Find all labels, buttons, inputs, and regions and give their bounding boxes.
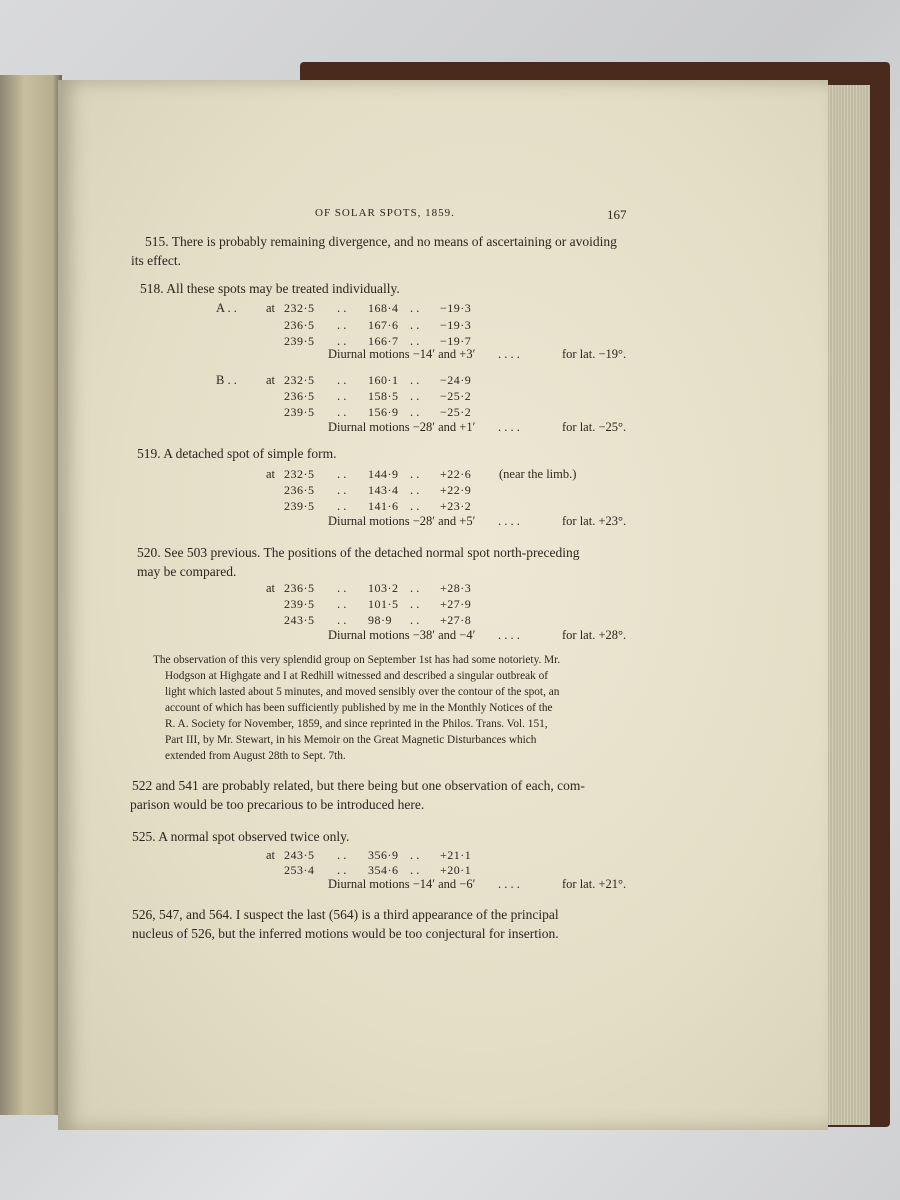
date-value: 243·5 (284, 613, 315, 627)
row-label: A . . (216, 301, 237, 315)
leader-dots: . . (337, 483, 347, 497)
observation-row (0, 318, 900, 334)
leader-dots: . . (410, 373, 420, 387)
latitude-value: +28·3 (440, 581, 472, 595)
longitude-value: 168·4 (368, 301, 399, 315)
diurnal-motions-row (0, 514, 900, 530)
leader-dots: . . (410, 318, 420, 332)
para-519: 519. A detached spot of simple form. (137, 446, 337, 461)
latitude-value: +22·9 (440, 483, 472, 497)
para-522-line1: 522 and 541 are probably related, but there being but one observation of each, com- (132, 778, 585, 793)
para-518: 518. All these spots may be treated individually. (140, 281, 400, 296)
longitude-value: 160·1 (368, 373, 399, 387)
note-line: The observation of this very splendid group on September 1st has had some notoriety. Mr. (153, 654, 561, 666)
date-value: 243·5 (284, 848, 315, 862)
latitude-value: +22·6 (440, 467, 472, 481)
at-label: at (266, 581, 276, 595)
for-latitude: for lat. +23°. (562, 514, 627, 528)
leader-dots: . . (410, 405, 420, 419)
para-515-line2: its effect. (131, 253, 181, 268)
footnote-observation (153, 652, 634, 764)
leader-dots: . . (337, 863, 347, 877)
date-value: 236·5 (284, 389, 315, 403)
longitude-value: 167·6 (368, 318, 399, 332)
date-value: 232·5 (284, 301, 315, 315)
latitude-value: −19·7 (440, 334, 472, 348)
note-line: extended from August 28th to Sept. 7th. (165, 750, 346, 762)
leader-dots: . . . . (498, 420, 520, 434)
diurnal-motions-row (0, 877, 900, 893)
note-line: account of which has been sufficiently published by me in the Monthly Notices of the (165, 702, 553, 714)
latitude-value: −19·3 (440, 318, 472, 332)
leader-dots: . . . . (498, 877, 520, 891)
leader-dots: . . (410, 499, 420, 513)
longitude-value: 156·9 (368, 405, 399, 419)
longitude-value: 166·7 (368, 334, 399, 348)
leader-dots: . . (410, 467, 420, 481)
diurnal-motions: Diurnal motions −14′ and −6′ (328, 877, 476, 891)
date-value: 239·5 (284, 499, 315, 513)
para-526-line1: 526, 547, and 564. I suspect the last (564) is a third appearance of the principal (132, 907, 559, 922)
leader-dots: . . (410, 301, 420, 315)
leader-dots: . . (337, 405, 347, 419)
diurnal-motions: Diurnal motions −28′ and +1′ (328, 420, 476, 434)
for-latitude: for lat. −19°. (562, 347, 627, 361)
para-526-line2: nucleus of 526, but the inferred motions would be too conjectural for insertion. (132, 926, 559, 941)
leader-dots: . . . . (498, 347, 520, 361)
remark-text: (near the limb.) (499, 467, 577, 481)
leader-dots: . . . . (498, 514, 520, 528)
longitude-value: 101·5 (368, 597, 399, 611)
leader-dots: . . (337, 499, 347, 513)
longitude-value: 103·2 (368, 581, 399, 595)
diurnal-motions: Diurnal motions −38′ and −4′ (328, 628, 476, 642)
row-label: B . . (216, 373, 237, 387)
para-520-line1: 520. See 503 previous. The positions of the detached normal spot north-preceding (137, 545, 580, 560)
leader-dots: . . (337, 581, 347, 595)
note-line: Hodgson at Highgate and I at Redhill witnessed and described a singular outbreak of (165, 670, 549, 682)
at-label: at (266, 848, 276, 862)
date-value: 232·5 (284, 373, 315, 387)
date-value: 239·5 (284, 405, 315, 419)
latitude-value: −19·3 (440, 301, 472, 315)
at-label: at (266, 373, 276, 387)
observation-row (0, 389, 900, 405)
leader-dots: . . (337, 318, 347, 332)
leader-dots: . . (337, 301, 347, 315)
leader-dots: . . (410, 597, 420, 611)
latitude-value: +27·9 (440, 597, 472, 611)
leader-dots: . . . . (498, 628, 520, 642)
longitude-value: 98·9 (368, 613, 392, 627)
diurnal-motions-row (0, 420, 900, 436)
observation-row (0, 848, 900, 864)
observation-row (0, 597, 900, 613)
para-525: 525. A normal spot observed twice only. (132, 829, 350, 844)
note-line: R. A. Society for November, 1859, and since reprinted in the Philos. Trans. Vol. 151, (165, 718, 548, 730)
observation-row (0, 405, 900, 421)
running-title: OF SOLAR SPOTS, 1859. (315, 207, 455, 219)
latitude-value: −25·2 (440, 405, 472, 419)
para-522-line2: parison would be too precarious to be introduced here. (130, 797, 425, 812)
latitude-value: +27·8 (440, 613, 472, 627)
at-label: at (266, 467, 276, 481)
latitude-value: +21·1 (440, 848, 472, 862)
observation-row (0, 499, 900, 515)
for-latitude: for lat. +21°. (562, 877, 627, 891)
leader-dots: . . (337, 848, 347, 862)
for-latitude: for lat. −25°. (562, 420, 627, 434)
leader-dots: . . (337, 467, 347, 481)
observation-row (0, 613, 900, 629)
observation-row (0, 373, 900, 389)
date-value: 239·5 (284, 334, 315, 348)
diurnal-motions: Diurnal motions −28′ and +5′ (328, 514, 476, 528)
leader-dots: . . (337, 597, 347, 611)
leader-dots: . . (410, 483, 420, 497)
leader-dots: . . (410, 389, 420, 403)
para-515-line1: 515. There is probably remaining divergence, and no means of ascertaining or avoiding (145, 234, 617, 249)
longitude-value: 356·9 (368, 848, 399, 862)
page-number: 167 (607, 207, 627, 222)
leader-dots: . . (410, 613, 420, 627)
leader-dots: . . (337, 373, 347, 387)
longitude-value: 143·4 (368, 483, 399, 497)
date-value: 232·5 (284, 467, 315, 481)
leader-dots: . . (410, 581, 420, 595)
para-520-line2: may be compared. (137, 564, 237, 579)
date-value: 236·5 (284, 581, 315, 595)
longitude-value: 158·5 (368, 389, 399, 403)
observation-row (0, 467, 900, 483)
latitude-value: +23·2 (440, 499, 472, 513)
latitude-value: −25·2 (440, 389, 472, 403)
at-label: at (266, 301, 276, 315)
longitude-value: 141·6 (368, 499, 399, 513)
date-value: 253·4 (284, 863, 315, 877)
latitude-value: −24·9 (440, 373, 472, 387)
longitude-value: 354·6 (368, 863, 399, 877)
longitude-value: 144·9 (368, 467, 399, 481)
date-value: 236·5 (284, 318, 315, 332)
leader-dots: . . (337, 334, 347, 348)
diurnal-motions: Diurnal motions −14′ and +3′ (328, 347, 476, 361)
leader-dots: . . (337, 389, 347, 403)
leader-dots: . . (410, 848, 420, 862)
diurnal-motions-row (0, 347, 900, 363)
observation-row (0, 301, 900, 317)
for-latitude: for lat. +28°. (562, 628, 627, 642)
note-line: Part III, by Mr. Stewart, in his Memoir on the Great Magnetic Disturbances which (165, 734, 537, 746)
diurnal-motions-row (0, 628, 900, 644)
leader-dots: . . (337, 613, 347, 627)
note-line: light which lasted about 5 minutes, and moved sensibly over the contour of the spot, an (165, 686, 560, 698)
date-value: 236·5 (284, 483, 315, 497)
observation-row (0, 483, 900, 499)
leader-dots: . . (410, 863, 420, 877)
latitude-value: +20·1 (440, 863, 472, 877)
observation-row (0, 581, 900, 597)
date-value: 239·5 (284, 597, 315, 611)
leader-dots: . . (410, 334, 420, 348)
